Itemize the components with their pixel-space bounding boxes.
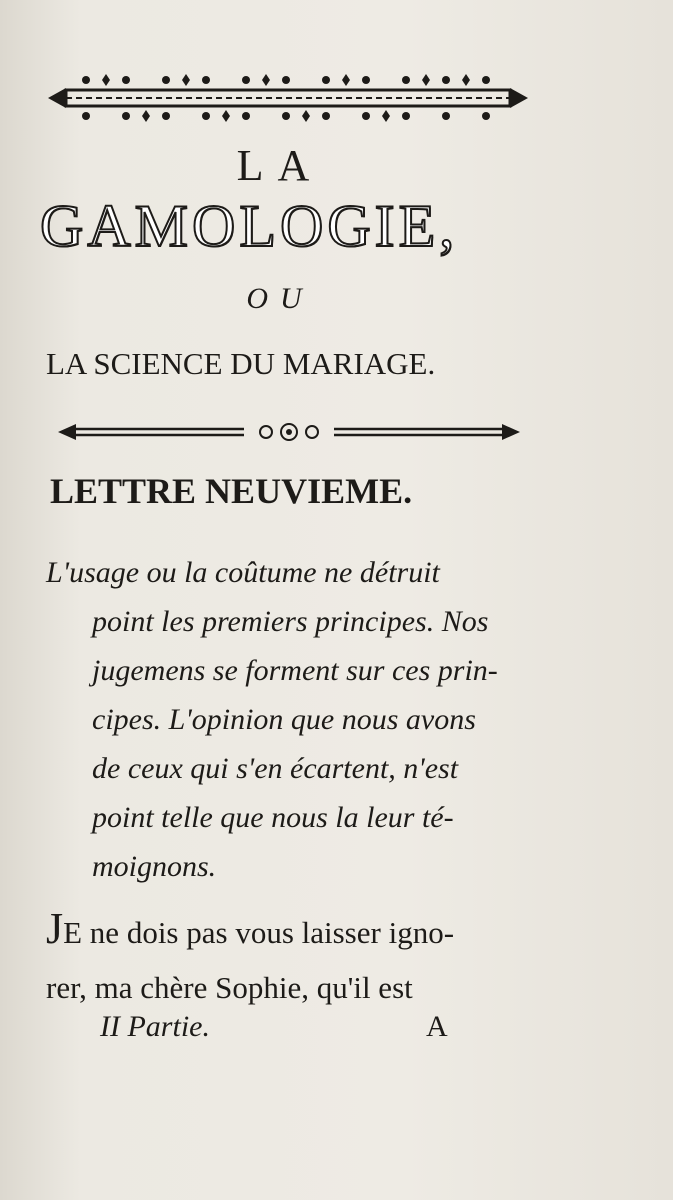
title-article: LA xyxy=(236,141,324,190)
drop-cap: J xyxy=(46,904,64,953)
body-line: rer, ma chère Sophie, qu'il est xyxy=(46,970,413,1005)
letter-body xyxy=(46,905,556,1015)
summary-line: jugemens se forment sur ces prin- xyxy=(92,654,498,687)
top-ornament-band xyxy=(46,70,530,126)
summary-line: moignons. xyxy=(92,850,217,883)
title-subtitle: LA SCIENCE DU MARIAGE. xyxy=(46,346,436,381)
signature-mark: A xyxy=(426,1010,448,1043)
summary-line: point les premiers principes. Nos xyxy=(92,605,489,638)
body-line-text: E ne dois pas vous laisser igno- xyxy=(63,915,455,950)
letter-summary xyxy=(46,548,546,891)
part-label: II Partie. xyxy=(100,1010,210,1043)
summary-line: de ceux qui s'en écartent, n'est xyxy=(92,752,459,785)
summary-line: L'usage ou la coûtume ne détruit xyxy=(46,556,440,589)
title-connector: OU xyxy=(246,282,314,315)
summary-line: point telle que nous la leur té- xyxy=(92,801,454,834)
summary-line: cipes. L'opinion que nous avons xyxy=(92,703,476,736)
title-main: GAMOLOGIE, xyxy=(40,193,459,259)
ornamental-rule xyxy=(54,418,524,448)
body-line xyxy=(46,905,556,960)
letter-heading: LETTRE NEUVIEME. xyxy=(50,471,413,511)
